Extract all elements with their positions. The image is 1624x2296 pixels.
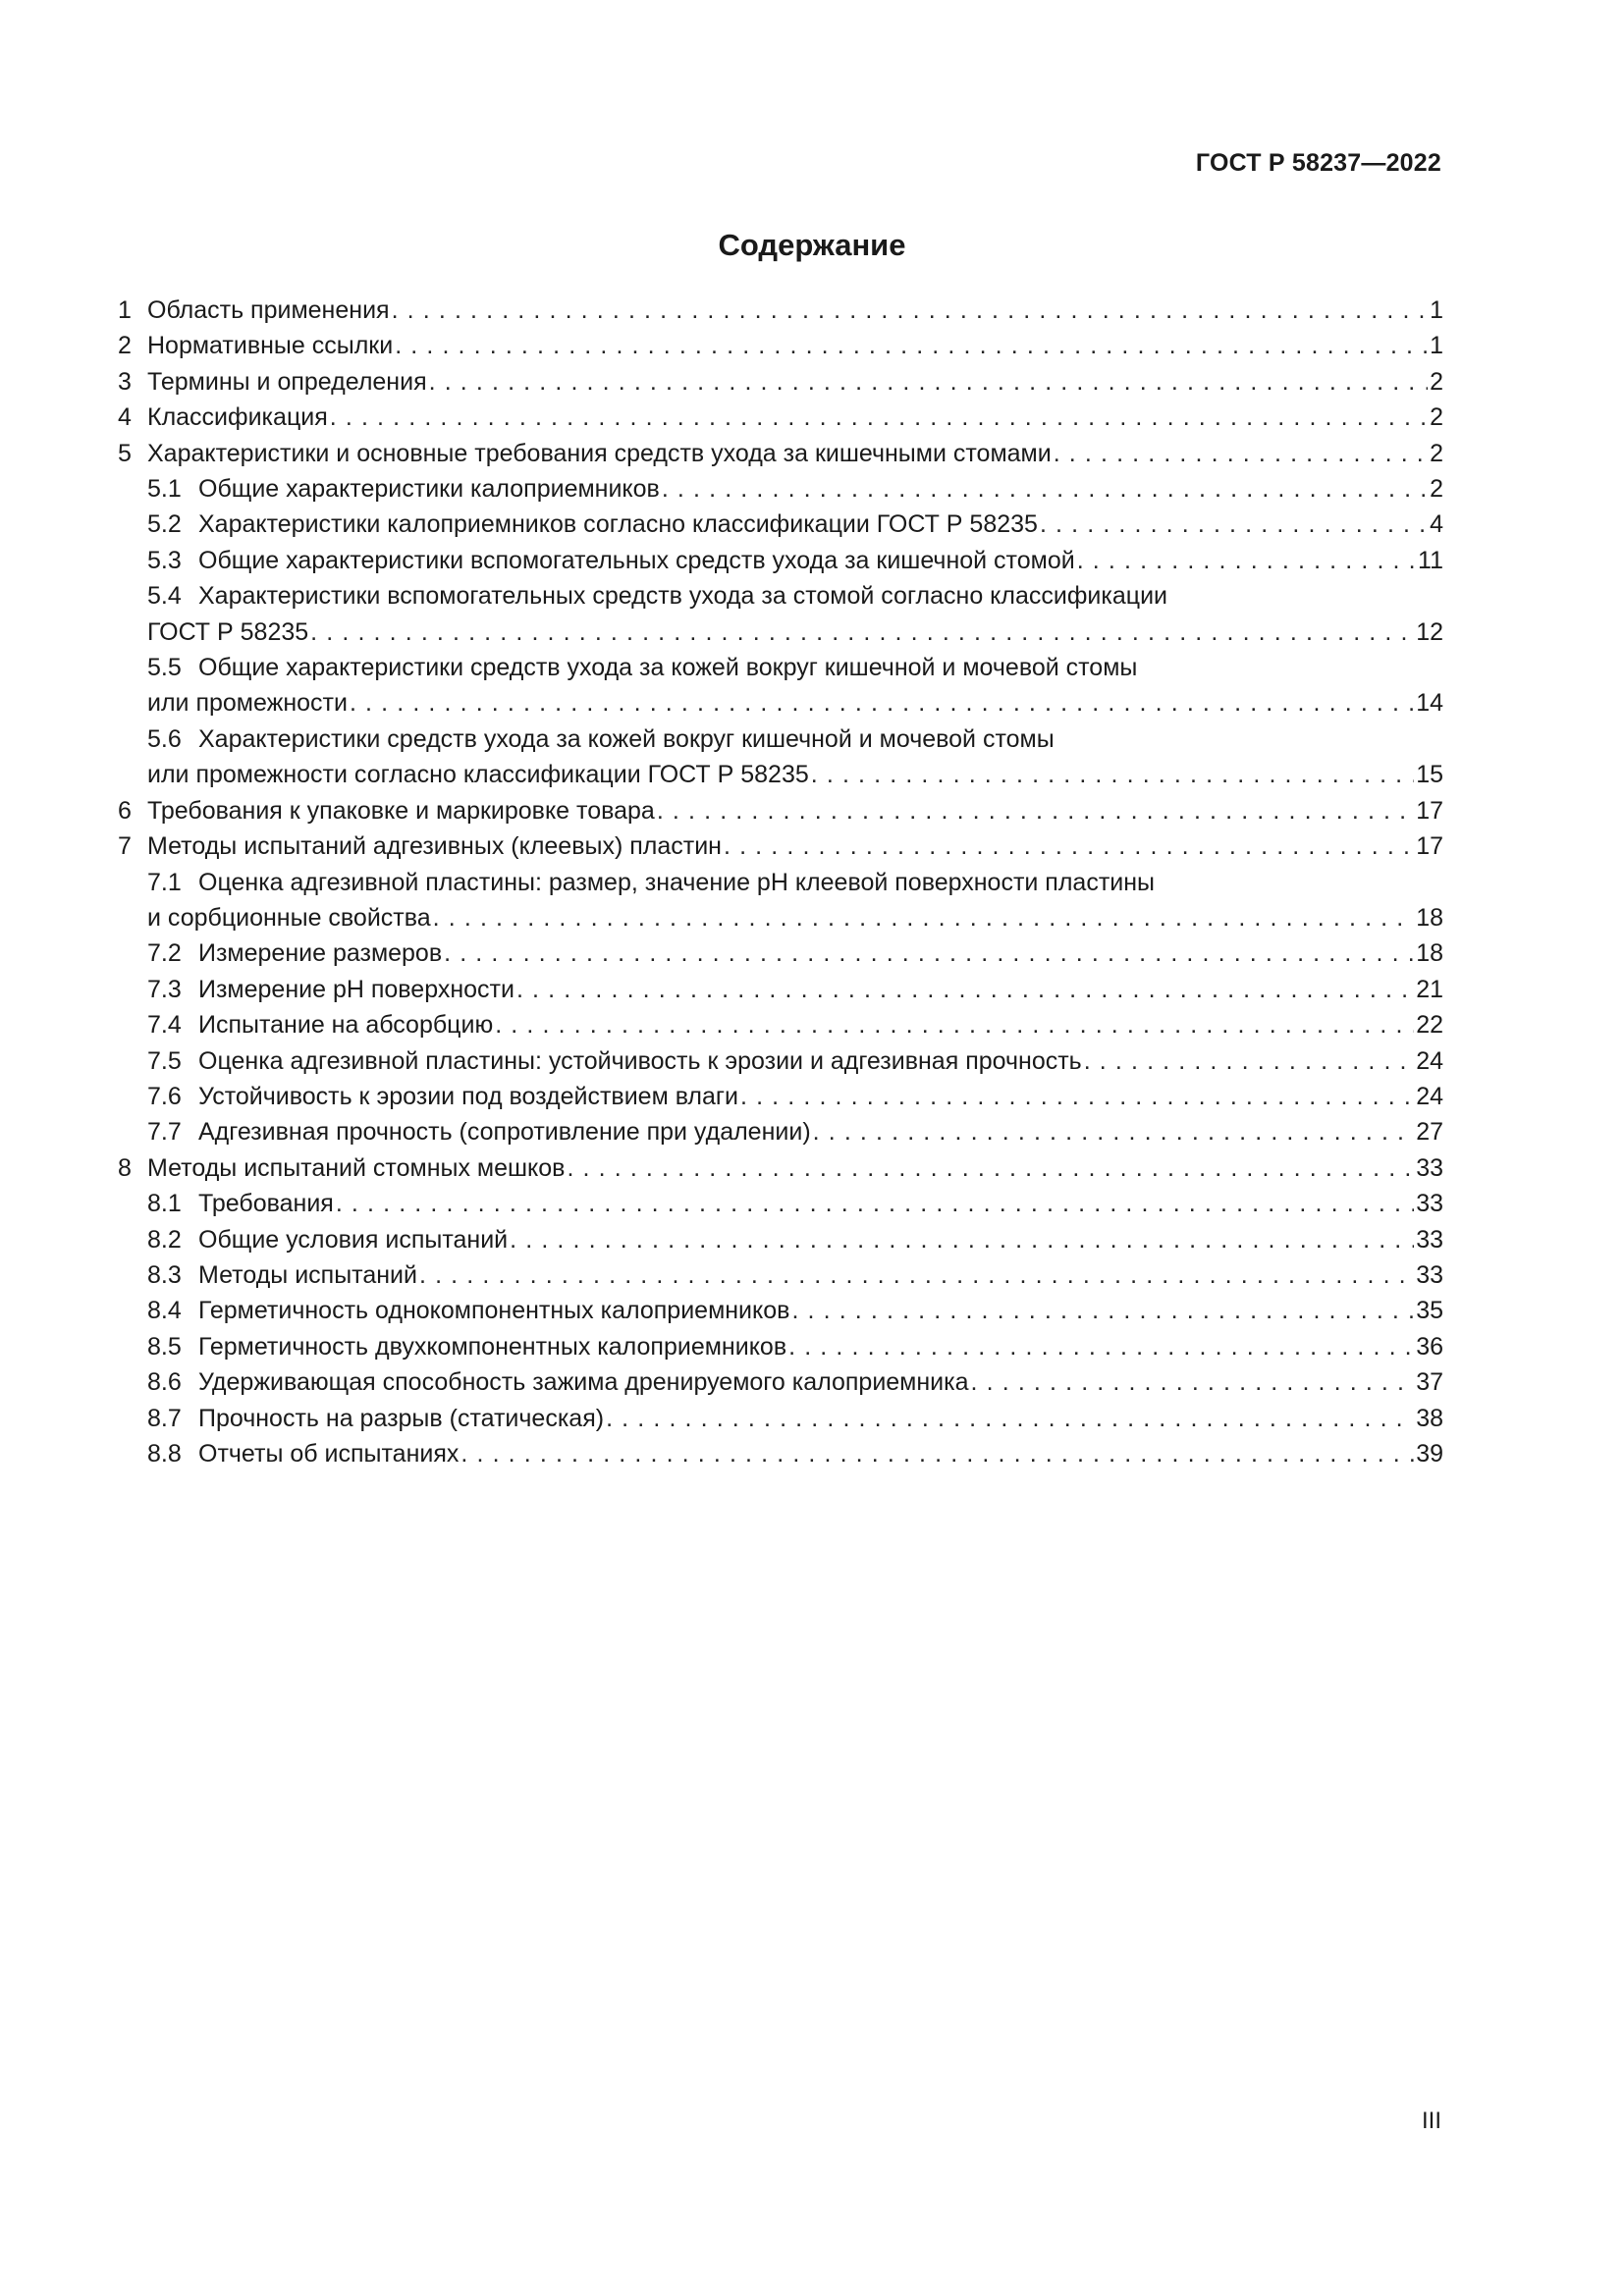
toc-entry-title: Характеристики вспомогательных средств ухода за стомой согласно классификации [198,582,1168,611]
toc-entry-title: Характеристики средств ухода за кожей вокруг кишечной и мочевой стомы [198,724,1055,753]
toc-entry-title: Общие характеристики средств ухода за кожей вокруг кишечной и мочевой стомы [198,654,1138,682]
toc-entry-page: 2 [1430,403,1443,432]
toc-entry-page: 21 [1416,975,1443,1003]
page-number: III [1421,2108,1441,2134]
dot-leader [657,793,1414,828]
toc-entry[interactable] [118,1222,1443,1257]
toc-entry-page: 24 [1416,1082,1443,1110]
document-code: ГОСТ Р 58237—2022 [1195,149,1441,177]
toc-entry-title-continuation: ГОСТ Р 58235 [147,617,309,646]
toc-title: Содержание [718,228,906,262]
toc-entry-page: 17 [1416,796,1443,825]
toc-entry[interactable] [118,1257,1443,1293]
toc-entry[interactable] [118,865,1443,900]
toc-entry[interactable] [118,436,1443,471]
toc-entry[interactable] [118,1007,1443,1042]
toc-entry-number: 4 [118,403,132,432]
dot-leader [1077,543,1416,578]
toc-entry-number: 8.5 [147,1332,182,1361]
toc-entry[interactable] [118,543,1443,578]
toc-entry-page: 35 [1416,1297,1443,1325]
toc-entry-page: 2 [1430,367,1443,396]
toc-entry-title: Требования [198,1190,334,1218]
toc-entry[interactable] [118,578,1443,614]
dot-leader [310,614,1414,650]
dot-leader [791,1293,1414,1328]
toc-entry[interactable] [118,650,1443,685]
toc-entry-page: 33 [1416,1153,1443,1182]
dot-leader [1054,436,1428,471]
toc-entry-number: 7.3 [147,975,182,1003]
dot-leader [392,293,1429,328]
toc-entry-title: Испытание на абсорбцию [198,1011,494,1040]
toc-entry-number: 5.1 [147,475,182,504]
toc-entry[interactable] [118,721,1443,757]
dot-leader [419,1257,1414,1293]
dot-leader [350,685,1414,721]
dot-leader [429,364,1428,400]
toc-entry-title: Характеристики и основные требования средств ухода за кишечными стомами [147,439,1052,467]
toc-entry-page: 18 [1416,939,1443,968]
toc-entry-page: 17 [1416,832,1443,861]
toc-entry-page: 1 [1430,296,1443,324]
toc-entry-continuation[interactable] [118,614,1443,650]
dot-leader [516,972,1414,1007]
toc-entry-number: 8.6 [147,1368,182,1397]
toc-entry[interactable] [118,1150,1443,1186]
toc-entry-page: 2 [1430,475,1443,504]
toc-entry-page: 2 [1430,439,1443,467]
toc-entry-title-continuation: и сорбционные свойства [147,903,431,932]
toc-entry-title: Термины и определения [147,367,427,396]
toc-entry-number: 8.2 [147,1225,182,1254]
table-of-contents [118,293,1443,1471]
toc-entry-title: Оценка адгезивной пластины: устойчивость к эрозии и адгезивная прочность [198,1046,1082,1075]
toc-entry-page: 14 [1416,689,1443,718]
toc-entry-continuation[interactable] [118,685,1443,721]
toc-entry-page: 15 [1416,761,1443,789]
toc-entry-page: 37 [1416,1368,1443,1397]
toc-entry-title: Классификация [147,403,328,432]
toc-entry[interactable] [118,1401,1443,1436]
toc-entry-number: 7 [118,832,132,861]
dot-leader [1040,507,1428,542]
toc-entry-title-continuation: или промежности [147,689,348,718]
toc-entry-title: Нормативные ссылки [147,332,394,360]
toc-entry-number: 8 [118,1153,132,1182]
toc-entry-title: Общие характеристики вспомогательных средств ухода за кишечной стомой [198,546,1075,574]
toc-entry-title: Оценка адгезивной пластины: размер, значение pH клеевой поверхности пластины [198,868,1156,896]
toc-entry-number: 2 [118,332,132,360]
toc-entry-page: 38 [1416,1404,1443,1432]
toc-entry-page: 4 [1430,510,1443,539]
toc-entry[interactable] [118,1079,1443,1114]
toc-entry-page: 11 [1418,546,1443,574]
toc-entry[interactable] [118,828,1443,864]
toc-entry[interactable] [118,1364,1443,1400]
dot-leader [724,828,1414,864]
toc-entry[interactable] [118,1186,1443,1221]
toc-entry-title: Удерживающая способность зажима дренируемого калоприемника [198,1368,969,1397]
dot-leader [495,1007,1414,1042]
toc-entry-number: 7.5 [147,1046,182,1075]
toc-entry-page: 33 [1416,1260,1443,1289]
toc-entry-continuation[interactable] [118,757,1443,792]
toc-entry-title: Методы испытаний адгезивных (клеевых) пластин [147,832,722,861]
toc-entry-title: Устойчивость к эрозии под воздействием влаги [198,1082,738,1110]
toc-entry-title: Общие характеристики калоприемников [198,475,660,504]
toc-entry-title: Методы испытаний [198,1260,417,1289]
toc-entry-page: 1 [1430,332,1443,360]
dot-leader [510,1222,1414,1257]
dot-leader [330,400,1428,435]
toc-entry[interactable] [118,1114,1443,1149]
toc-entry-title: Характеристики калоприемников согласно классификации ГОСТ Р 58235 [198,510,1038,539]
dot-leader [811,757,1414,792]
toc-entry-title: Адгезивная прочность (сопротивление при удалении) [198,1118,811,1147]
toc-entry-number: 5.6 [147,724,182,753]
dot-leader [971,1364,1415,1400]
toc-entry-number: 8.7 [147,1404,182,1432]
toc-entry-page: 12 [1416,617,1443,646]
dot-leader [606,1401,1414,1436]
toc-entry-number: 5.5 [147,654,182,682]
toc-entry[interactable] [118,935,1443,971]
toc-entry[interactable] [118,1043,1443,1079]
toc-entry-number: 1 [118,296,132,324]
toc-entry-number: 8.1 [147,1190,182,1218]
toc-entry-number: 5.3 [147,546,182,574]
toc-entry[interactable] [118,507,1443,542]
toc-entry-number: 6 [118,796,132,825]
toc-entry-continuation[interactable] [118,900,1443,935]
toc-entry-title: Отчеты об испытаниях [198,1440,460,1468]
toc-entry[interactable] [118,364,1443,400]
dot-leader [567,1150,1414,1186]
toc-entry-title: Методы испытаний стомных мешков [147,1153,566,1182]
toc-entry-page: 39 [1416,1440,1443,1468]
toc-entry-title: Измерение pH поверхности [198,975,514,1003]
toc-entry-number: 7.4 [147,1011,182,1040]
toc-entry-title-continuation: или промежности согласно классификации ГОСТ Р 58235 [147,761,809,789]
toc-entry-number: 7.2 [147,939,182,968]
toc-entry-number: 5 [118,439,132,467]
toc-entry-page: 36 [1416,1332,1443,1361]
toc-entry-number: 8.3 [147,1260,182,1289]
toc-entry[interactable] [118,293,1443,328]
toc-entry-number: 7.1 [147,868,182,896]
toc-entry-title: Измерение размеров [198,939,443,968]
toc-entry-number: 7.6 [147,1082,182,1110]
toc-entry-page: 33 [1416,1225,1443,1254]
toc-entry-title: Герметичность однокомпонентных калоприемников [198,1297,790,1325]
toc-entry-number: 5.4 [147,582,182,611]
toc-entry[interactable] [118,1293,1443,1328]
toc-entry-title: Общие условия испытаний [198,1225,509,1254]
dot-leader [336,1186,1414,1221]
dot-leader [395,328,1428,363]
toc-entry[interactable] [118,471,1443,507]
toc-entry-page: 18 [1416,903,1443,932]
toc-entry-page: 27 [1416,1118,1443,1147]
dot-leader [444,935,1414,971]
dot-leader [1084,1043,1414,1079]
toc-entry-page: 22 [1416,1011,1443,1040]
toc-entry-title: Прочность на разрыв (статическая) [198,1404,605,1432]
toc-entry[interactable] [118,1436,1443,1471]
toc-entry-number: 7.7 [147,1118,182,1147]
dot-leader [662,471,1428,507]
toc-entry-number: 5.2 [147,510,182,539]
toc-entry[interactable] [118,400,1443,435]
toc-entry-page: 33 [1416,1190,1443,1218]
toc-entry[interactable] [118,328,1443,363]
toc-entry[interactable] [118,1329,1443,1364]
toc-entry-title: Требования к упаковке и маркировке товара [147,796,655,825]
toc-entry-title: Область применения [147,296,390,324]
toc-entry-page: 24 [1416,1046,1443,1075]
toc-entry-number: 8.4 [147,1297,182,1325]
dot-leader [740,1079,1414,1114]
dot-leader [460,1436,1414,1471]
toc-entry[interactable] [118,793,1443,828]
toc-entry-title: Герметичность двухкомпонентных калоприемников [198,1332,787,1361]
dot-leader [788,1329,1414,1364]
toc-entry[interactable] [118,972,1443,1007]
toc-entry-number: 3 [118,367,132,396]
toc-entry-number: 8.8 [147,1440,182,1468]
dot-leader [813,1114,1415,1149]
dot-leader [433,900,1415,935]
